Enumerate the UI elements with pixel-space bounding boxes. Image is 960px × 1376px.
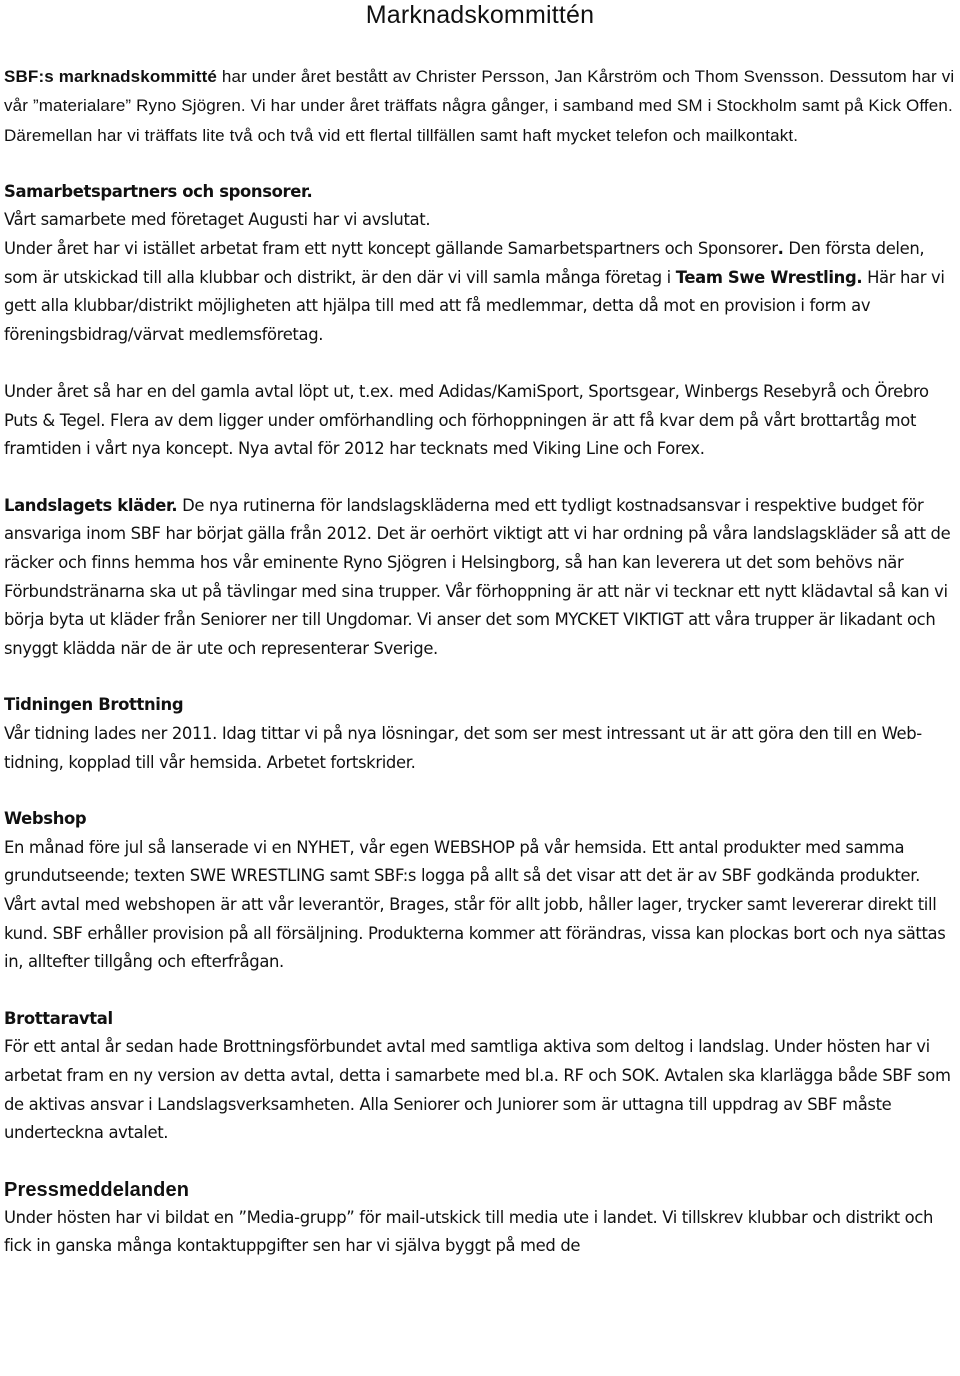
webshop-heading: Webshop [4,809,87,829]
press-heading: Pressmeddelanden [4,1178,190,1201]
tidningen-text: Vår tidning lades ner 2011. Idag tittar vi på nya lösningar, det som ser mest intressant ut är att göra den till en Web-tidning, kopplad till vår hemsida. Arbetet fortskrider. [4,723,922,772]
intro-paragraph [4,62,956,150]
brottaravtal-heading: Brottaravtal [4,1008,113,1028]
spacer [4,349,956,378]
page-title: Marknadskommittén [365,1,595,29]
intro-lead: SBF:s marknadskommitté [4,67,218,86]
tidningen-heading: Tidningen Brottning [4,695,184,715]
brottaravtal-section [4,1005,956,1148]
partners-line-3-rest: Här har vi gett alla klubbar/distrikt möjligheten att hjälpa till med att få medlemmar, detta då mot en provision i form av föreningsbidrag/värvat medlemsföretag. [4,267,945,344]
press-section [4,1176,956,1261]
webshop-text: En månad före jul så lanserade vi en NYHET, vår egen WEBSHOP på vår hemsida. Ett antal produkter med samma grundutseende; texten SWE WRESTLING samt SBF:s logga på allt så det visar att det är av SBF godkända produkter. Vårt avtal med webshopen är att vår leverantör, Brages, står för allt jobb, håller lager, trycker samt levererar direkt till kund. SBF erhåller provision på all försäljning. Produkterna kommer att förändras, vissa kan plockas bort och nya sättas in, alltefter tillgång och efterfrågan. [4,837,946,972]
landslag-section [4,492,956,664]
partners-line-2: Under året har vi istället arbetat fram ett nytt koncept gällande Samarbetspartners och Sponsorer [4,239,778,259]
partners-heading: Samarbetspartners och sponsorer. [4,181,313,201]
tidningen-section [4,691,956,777]
intro-text: har under året bestått av Christer Persson, Jan Kårström och Thom Svensson. Dessutom har vi vår ”materialare” Ryno Sjögren. Vi har under året träffats några gånger, i samband med SM i Stockholm samt på Kick Offen. Däremellan har vi träffats lite två och två vid ett flertal tillfällen samt haft mycket telefon och mailkontakt. [4,67,955,145]
brottaravtal-text: För ett antal år sedan hade Brottningsförbundet avtal med samtliga aktiva som deltog i landslag. Under hösten har vi arbetat fram en ny version av detta avtal, detta i samarbete med bl.a. RF och SOK. Avtalen ska klarlägga både SBF som de aktivas ansvar i Landslagsverksamheten. Alla Seniorer och Juniorer som är uttagna till uppdrag av SBF måste underteckna avtalet. [4,1037,951,1143]
partners-line-3: Den första delen, som är utskickad till alla klubbar och distrikt, är den där vi vill samla många företag i [4,239,925,287]
document-page [4,0,956,1261]
partners-paragraph-2: Under året så har en del gamla avtal löpt ut, t.ex. med Adidas/KamiSport, Sportsgear, Winbergs Resebyrå och Örebro Puts & Tegel. Flera av dem ligger under omförhandling och förhoppningen är att få kvar dem på vårt brottartåg mot framtiden i vårt nya koncept. Nya avtal för 2012 har tecknats med Viking Line och Forex. [4,382,929,459]
partners-line-2-end: . [777,239,784,259]
press-text: Under hösten har vi bildat en ”Media-grupp” för mail-utskick till media ute i landet. Vi tillskrev klubbar och distrikt och fick in ganska många kontaktuppgifter sen har vi själva byggt på med de [4,1207,934,1256]
landslag-heading: Landslagets kläder. [4,495,178,515]
team-swe-wrestling: Team Swe Wrestling. [675,267,863,287]
partners-section [4,178,956,464]
landslag-text: De nya rutinerna för landslagskläderna med ett tydligt kostnadsansvar i respektive budget för ansvariga inom SBF har börjat gälla från 2012. Det är oerhört viktigt att vi har ordning på våra landslagskläder så att de räcker och finns hemma hos vår eminente Ryno Sjögren i Helsingborg, så han kan leverera ut det som behövs när Förbundstränarna ska ut på tävlingar med sina trupper. Vår förhoppning är att när vi tecknar ett nytt klädavtal så kan vi börja byta ut kläder från Seniorer ner till Ungdomar. Vi anser det som MYCKET VIKTIGT att våra trupper är likadant och snyggt klädda när de är ute och representerar Sverige. [4,495,951,658]
partners-paragraph [4,235,956,349]
partners-line-1: Vårt samarbete med företaget Augusti har vi avslutat. [4,210,431,230]
webshop-section [4,805,956,977]
landslag-paragraph [4,492,956,664]
